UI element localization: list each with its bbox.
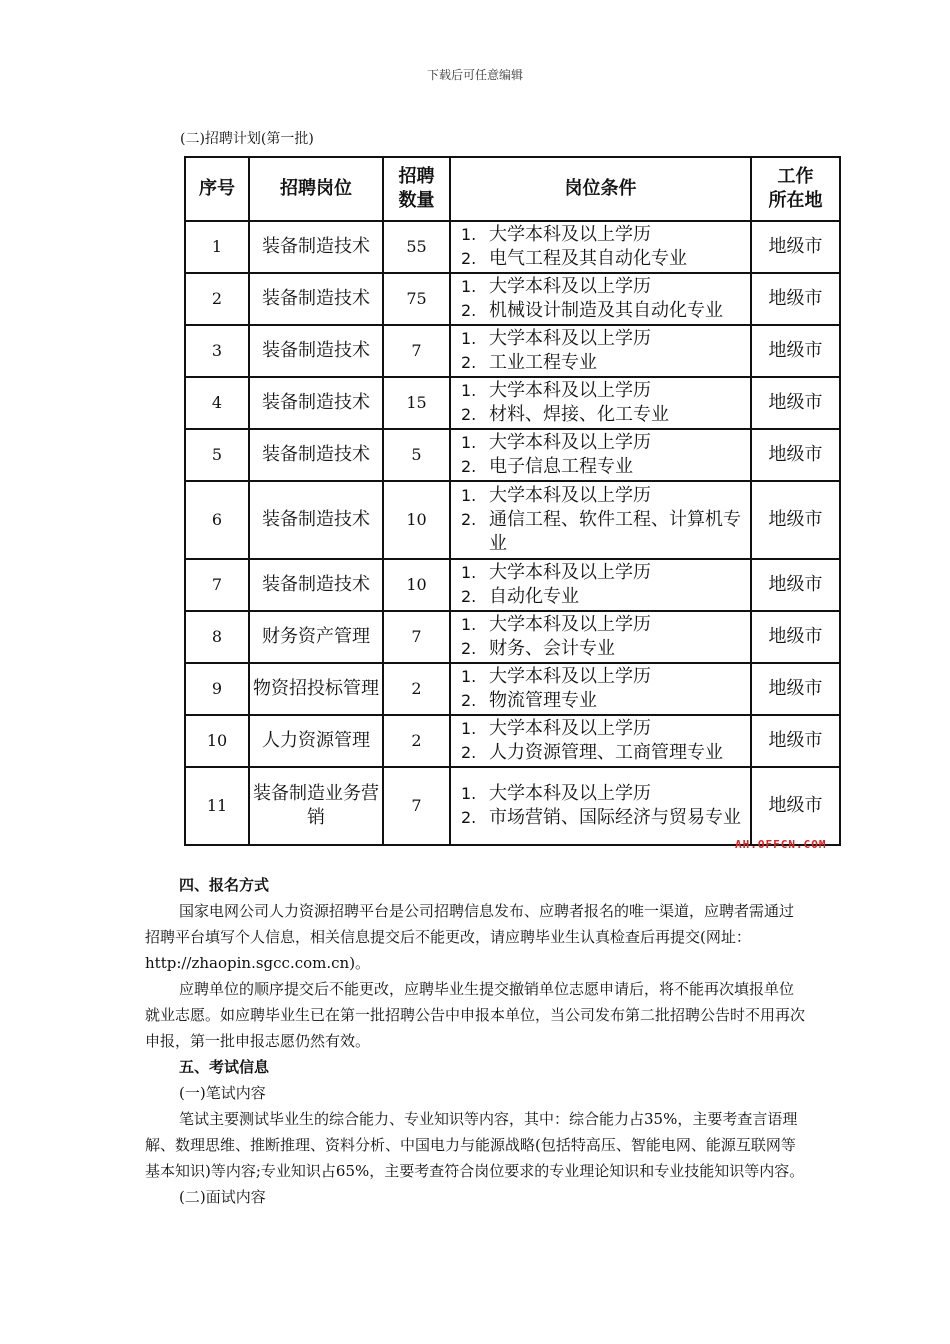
cell-no: 6 (185, 481, 249, 559)
plan-title: (二)招聘计划(第一批) (180, 131, 314, 147)
cell-count: 2 (383, 663, 450, 715)
table-header-row (185, 157, 840, 221)
cell-no: 8 (185, 611, 249, 663)
condition-index: 2. (461, 587, 477, 606)
condition-text: 大学本科及以上学历 (489, 380, 651, 401)
table-row (185, 767, 840, 845)
condition-index: 1. (461, 784, 477, 803)
condition-text: 大学本科及以上学历 (489, 432, 651, 453)
condition-item (461, 508, 750, 556)
condition-text: 市场营销、国际经济与贸易专业 (489, 807, 741, 828)
condition-index: 2. (461, 743, 477, 762)
condition-text: 大学本科及以上学历 (489, 718, 651, 739)
condition-item (461, 455, 750, 479)
condition-item (461, 689, 750, 713)
condition-index: 1. (461, 329, 477, 348)
cell-count: 7 (383, 325, 450, 377)
cell-conditions (450, 429, 751, 481)
condition-index: 2. (461, 808, 477, 827)
cell-location: 地级市 (751, 221, 840, 273)
condition-index: 2. (461, 510, 477, 529)
condition-item (461, 351, 750, 375)
cell-post: 装备制造技术 (249, 429, 383, 481)
section5-sub1: (一)笔试内容 (179, 1084, 266, 1102)
cell-count: 2 (383, 715, 450, 767)
cell-location: 地级市 (751, 273, 840, 325)
cell-conditions (450, 481, 751, 559)
cell-location: 地级市 (751, 325, 840, 377)
condition-index: 2. (461, 405, 477, 424)
cell-conditions (450, 663, 751, 715)
section5-sub2: (二)面试内容 (179, 1188, 266, 1206)
condition-item (461, 585, 750, 609)
section4-paragraph-2: 应聘单位的顺序提交后不能更改，应聘毕业生提交撤销单位志愿申请后，将不能再次填报单位就业志愿。如应聘毕业生已在第一批招聘公告中申报本单位，当公司发布第二批招聘公告时不用再次申报，第一批申报志愿仍然有效。 (145, 980, 806, 1050)
cell-count: 10 (383, 559, 450, 611)
condition-item (461, 665, 750, 689)
table-row (185, 221, 840, 273)
condition-index: 2. (461, 639, 477, 658)
cell-no: 10 (185, 715, 249, 767)
condition-index: 1. (461, 615, 477, 634)
cell-post: 财务资产管理 (249, 611, 383, 663)
cell-location: 地级市 (751, 377, 840, 429)
condition-text: 电子信息工程专业 (489, 456, 633, 477)
cell-conditions (450, 715, 751, 767)
section4-paragraph-1: 国家电网公司人力资源招聘平台是公司招聘信息发布、应聘者报名的唯一渠道，应聘者需通过招聘平台填写个人信息，相关信息提交后不能更改，请应聘毕业生认真检查后再提交(网址：http://zhaopin.sgcc.com.cn)。 (145, 902, 795, 972)
condition-text: 大学本科及以上学历 (489, 485, 651, 506)
recruitment-plan-table (184, 156, 841, 846)
cell-post: 装备制造技术 (249, 221, 383, 273)
section5-heading: 五、考试信息 (179, 1058, 270, 1076)
condition-text: 工业工程专业 (489, 352, 597, 373)
condition-item (461, 637, 750, 661)
condition-index: 1. (461, 381, 477, 400)
cell-conditions (450, 559, 751, 611)
cell-post: 物资招投标管理 (249, 663, 383, 715)
section-registration (145, 872, 805, 1210)
condition-text: 大学本科及以上学历 (489, 783, 651, 804)
condition-text: 物流管理专业 (489, 690, 597, 711)
condition-item (461, 613, 750, 637)
condition-item (461, 403, 750, 427)
cell-count: 10 (383, 481, 450, 559)
condition-index: 1. (461, 667, 477, 686)
condition-index: 1. (461, 433, 477, 452)
cell-location: 地级市 (751, 559, 840, 611)
cell-conditions (450, 377, 751, 429)
cell-post: 装备制造技术 (249, 273, 383, 325)
cell-no: 11 (185, 767, 249, 845)
condition-text: 大学本科及以上学历 (489, 224, 651, 245)
condition-item (461, 379, 750, 403)
condition-text: 大学本科及以上学历 (489, 614, 651, 635)
header-post: 招聘岗位 (249, 157, 383, 221)
cell-post: 人力资源管理 (249, 715, 383, 767)
cell-no: 2 (185, 273, 249, 325)
condition-item (461, 223, 750, 247)
cell-conditions (450, 273, 751, 325)
header-note: 下载后可任意编辑 (426, 68, 523, 82)
condition-index: 2. (461, 353, 477, 372)
cell-no: 9 (185, 663, 249, 715)
condition-text: 大学本科及以上学历 (489, 562, 651, 583)
cell-location: 地级市 (751, 715, 840, 767)
cell-post: 装备制造技术 (249, 377, 383, 429)
table-row (185, 429, 840, 481)
condition-index: 2. (461, 691, 477, 710)
condition-item (461, 299, 750, 323)
cell-location: 地级市 (751, 663, 840, 715)
header-location: 工作 所在地 (751, 157, 840, 221)
table-row (185, 715, 840, 767)
cell-location: 地级市 (751, 611, 840, 663)
cell-location: 地级市 (751, 481, 840, 559)
condition-index: 2. (461, 457, 477, 476)
condition-item (461, 484, 750, 508)
watermark: AH.OFFCN.COM (735, 838, 827, 851)
condition-text: 大学本科及以上学历 (489, 666, 651, 687)
cell-no: 5 (185, 429, 249, 481)
condition-index: 2. (461, 249, 477, 268)
condition-text: 机械设计制造及其自动化专业 (489, 300, 723, 321)
condition-item (461, 275, 750, 299)
condition-item (461, 782, 750, 806)
cell-count: 55 (383, 221, 450, 273)
cell-no: 1 (185, 221, 249, 273)
condition-item (461, 717, 750, 741)
cell-location: 地级市 (751, 767, 840, 845)
condition-text: 自动化专业 (489, 586, 579, 607)
table-row (185, 377, 840, 429)
header-no: 序号 (185, 157, 249, 221)
condition-index: 1. (461, 563, 477, 582)
condition-item (461, 247, 750, 271)
condition-item (461, 431, 750, 455)
cell-no: 4 (185, 377, 249, 429)
condition-text: 电气工程及其自动化专业 (489, 248, 687, 269)
cell-post: 装备制造业务营销 (249, 767, 383, 845)
header-conditions: 岗位条件 (450, 157, 751, 221)
condition-item (461, 327, 750, 351)
header-count: 招聘 数量 (383, 157, 450, 221)
cell-count: 7 (383, 767, 450, 845)
condition-text: 大学本科及以上学历 (489, 276, 651, 297)
condition-index: 1. (461, 719, 477, 738)
cell-count: 15 (383, 377, 450, 429)
cell-count: 5 (383, 429, 450, 481)
cell-conditions (450, 767, 751, 845)
cell-conditions (450, 221, 751, 273)
condition-item (461, 806, 750, 830)
cell-post: 装备制造技术 (249, 481, 383, 559)
table-row (185, 481, 840, 559)
cell-no: 7 (185, 559, 249, 611)
condition-index: 1. (461, 225, 477, 244)
condition-index: 1. (461, 277, 477, 296)
condition-text: 财务、会计专业 (489, 638, 615, 659)
condition-text: 大学本科及以上学历 (489, 328, 651, 349)
table-row (185, 611, 840, 663)
section5-paragraph-1: 笔试主要测试毕业生的综合能力、专业知识等内容，其中：综合能力占35%，主要考查言语理解、数理思维、推断推理、资料分析、中国电力与能源战略(包括特高压、智能电网、能源互联网等基本知识)等内容;专业知识占65%，主要考查符合岗位要求的专业理论知识和专业技能知识等内容。 (145, 1110, 805, 1180)
condition-text: 材料、焊接、化工专业 (489, 404, 669, 425)
condition-index: 1. (461, 486, 477, 505)
cell-conditions (450, 611, 751, 663)
cell-location: 地级市 (751, 429, 840, 481)
table-row (185, 273, 840, 325)
cell-post: 装备制造技术 (249, 559, 383, 611)
table-row (185, 559, 840, 611)
cell-post: 装备制造技术 (249, 325, 383, 377)
cell-no: 3 (185, 325, 249, 377)
section4-heading: 四、报名方式 (179, 876, 270, 894)
condition-item (461, 561, 750, 585)
cell-count: 7 (383, 611, 450, 663)
cell-conditions (450, 325, 751, 377)
condition-text: 人力资源管理、工商管理专业 (489, 742, 723, 763)
condition-text: 通信工程、软件工程、计算机专业 (489, 509, 741, 554)
condition-index: 2. (461, 301, 477, 320)
table-row (185, 663, 840, 715)
table-row (185, 325, 840, 377)
cell-count: 75 (383, 273, 450, 325)
condition-item (461, 741, 750, 765)
